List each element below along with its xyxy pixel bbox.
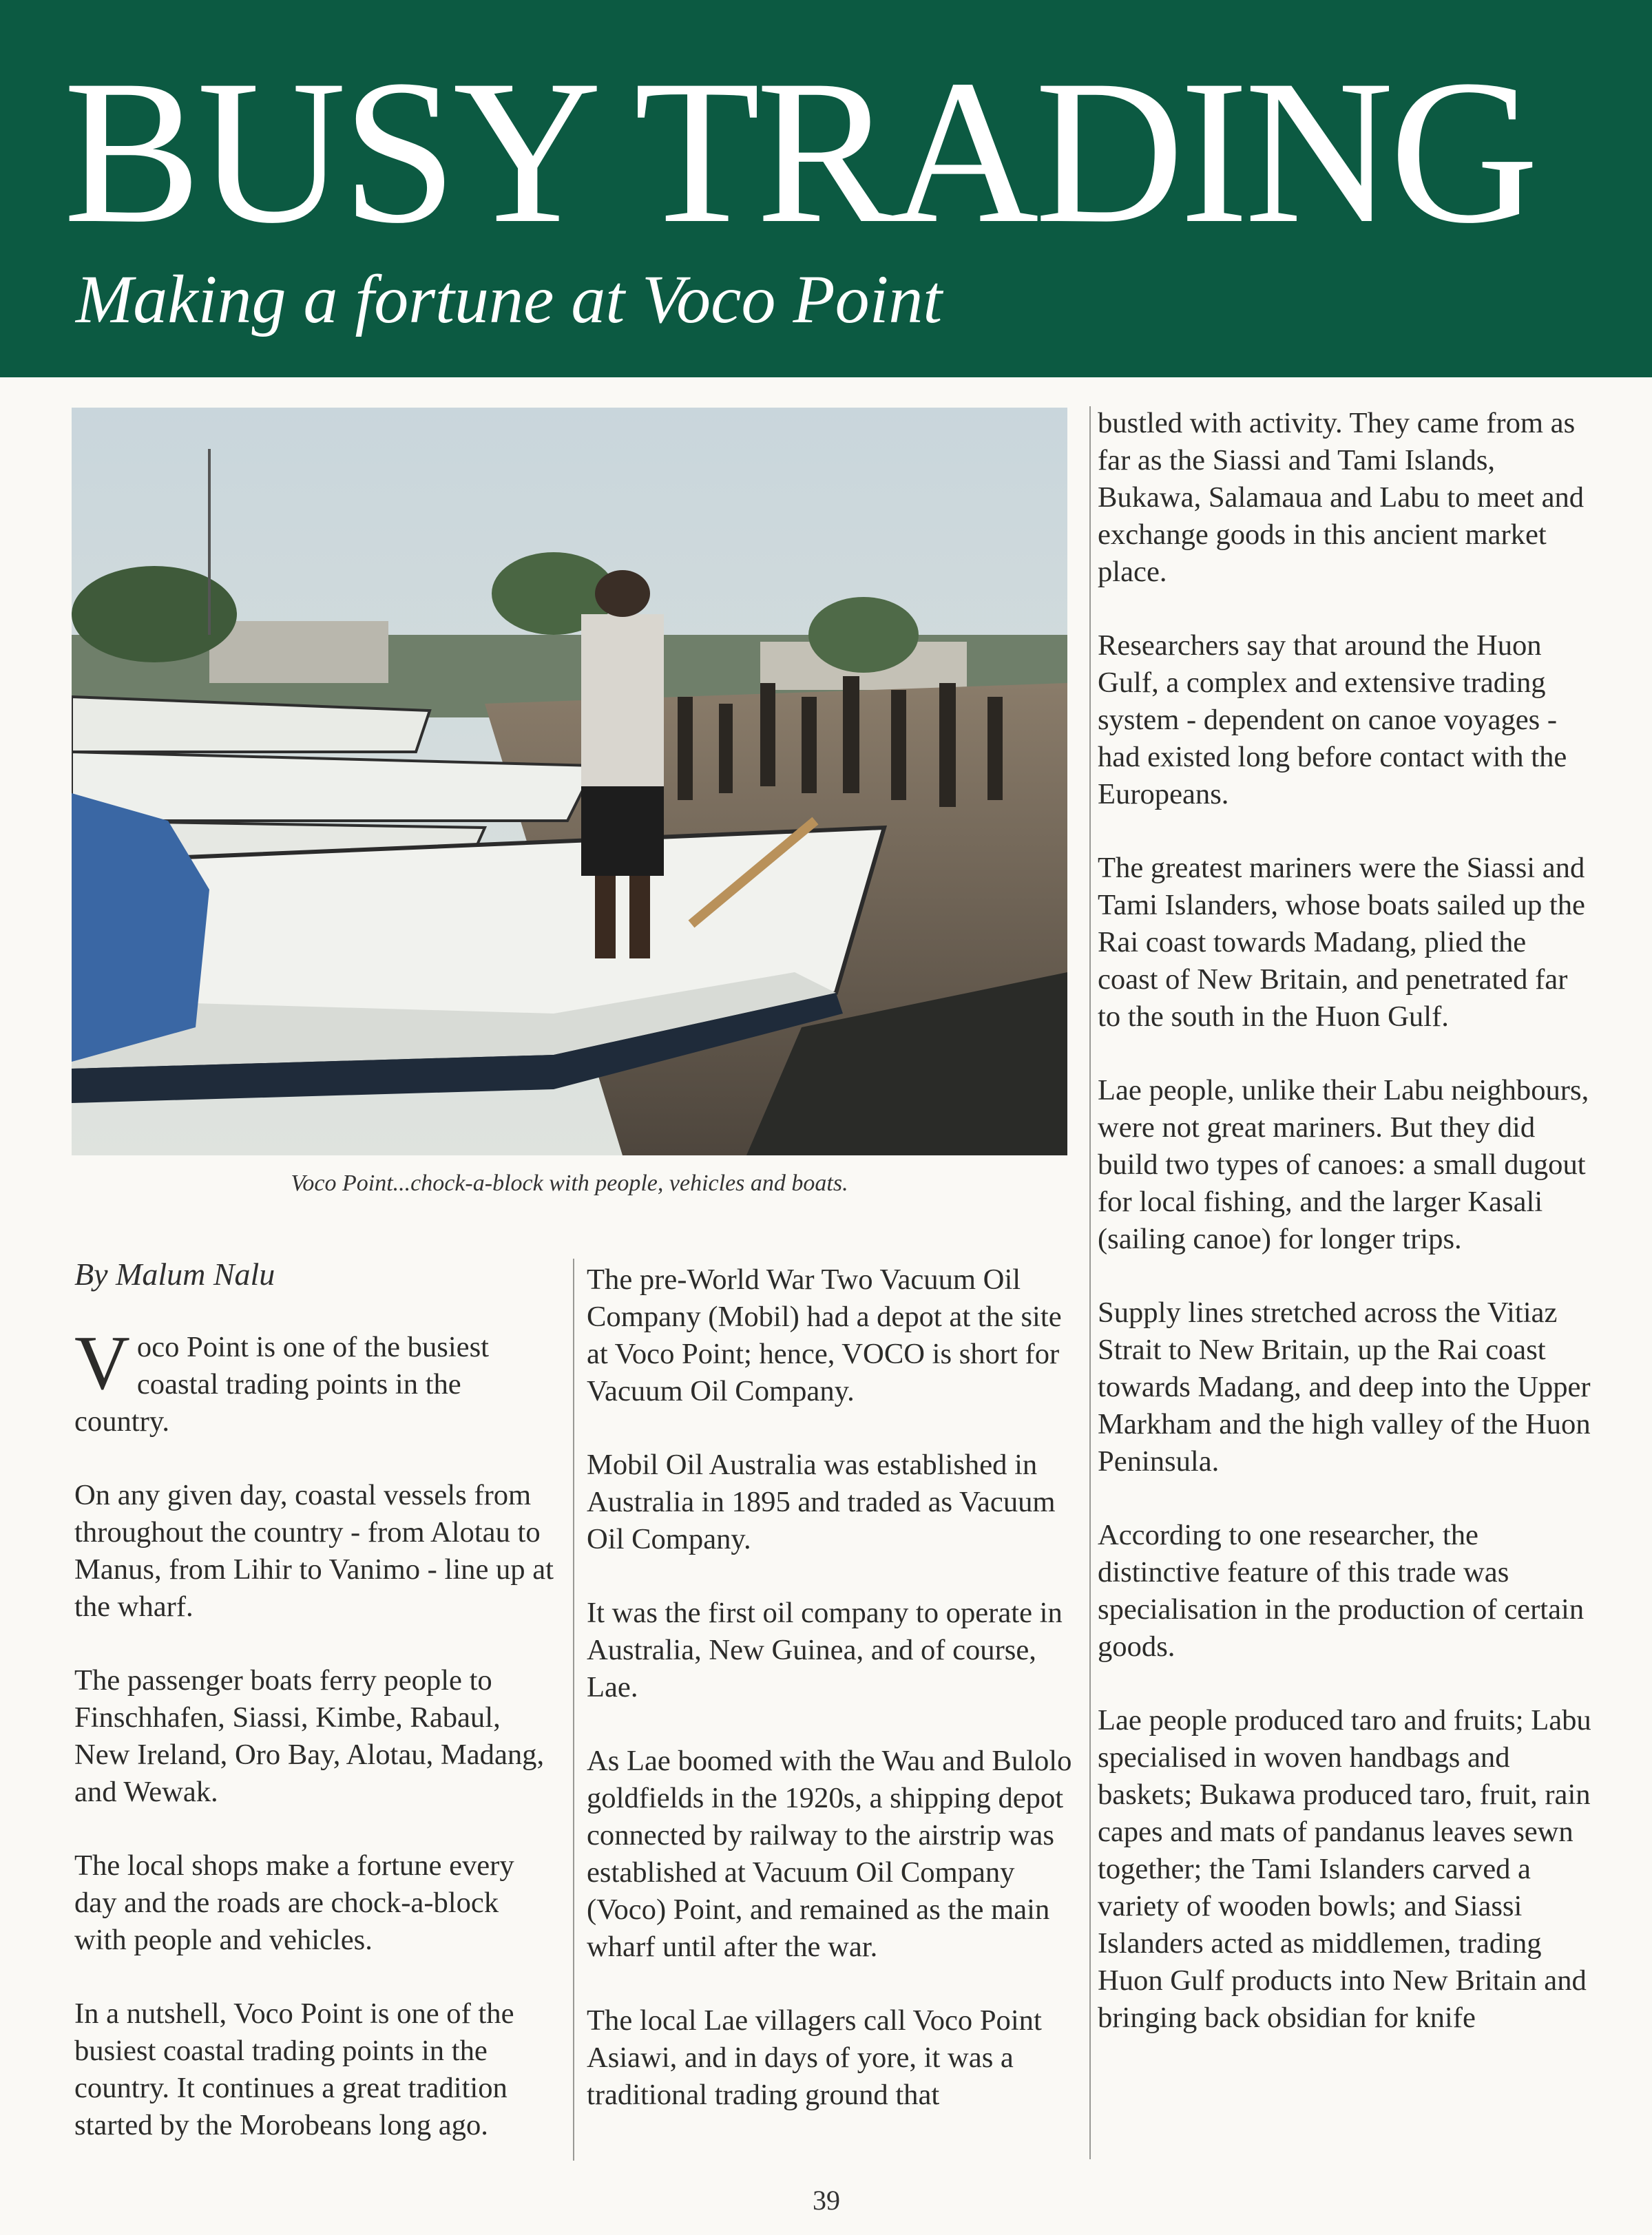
lead-paragraph: Voco Point is one of the busiest coastal trading points in the country. <box>74 1321 489 1438</box>
paragraph: As Lae boomed with the Wau and Bulolo goldfields in the 1920s, a shipping depot connected by railway to the airstrip was established at Vacuum Oil Company (Voco) Point, and remained as the main wharf until after the war. <box>587 1745 1072 1963</box>
paragraph: The local Lae villagers call Voco Point Asiawi, and in days of yore, it was a traditional trading ground that <box>587 2004 1042 2111</box>
paragraph: bustled with activity. They came from as far as the Siassi and Tami Islands, Bukawa, Salamaua and Labu to meet and exchange goods in this ancient market place. <box>1098 407 1585 588</box>
column-2 <box>587 1261 1083 2150</box>
drop-cap: V <box>74 1321 130 1406</box>
paragraph: On any given day, coastal vessels from throughout the country - from Alotau to Manus, from Lihir to Vanimo - line up at the wharf. <box>74 1479 554 1623</box>
paragraph: The pre-World War Two Vacuum Oil Company (Mobil) had a depot at the site at Voco Point; hence, VOCO is short for Vacuum Oil Company. <box>587 1263 1062 1407</box>
paragraph: Mobil Oil Australia was established in Australia in 1895 and traded as Vacuum Oil Company. <box>587 1449 1056 1555</box>
column-divider <box>1089 406 1091 2159</box>
paragraph: The passenger boats ferry people to Finschhafen, Siassi, Kimbe, Rabaul, New Ireland, Oro Bay, Alotau, Madang, and Wewak. <box>74 1664 545 1808</box>
subheadline: Making a fortune at Voco Point <box>76 261 943 337</box>
paragraph: According to one researcher, the distinctive feature of this trade was specialisation in the production of certain goods. <box>1098 1519 1585 1663</box>
headline: BUSY TRADING <box>63 37 1535 266</box>
paragraph: Researchers say that around the Huon Gulf, a complex and extensive trading system - dependent on canoe voyages - had existed long before contact with the Europeans. <box>1098 629 1567 810</box>
paragraph: Supply lines stretched across the Vitiaz Strait to New Britain, up the Rai coast towards Madang, and deep into the Upper Markham and the high valley of the Huon Peninsula. <box>1098 1297 1591 1478</box>
column-1 <box>74 1321 556 2181</box>
column-divider <box>573 1259 574 2161</box>
paragraph: Lae people produced taro and fruits; Labu specialised in woven handbags and baskets; Bukawa produced taro, fruit, rain capes and mats of pandanus leaves sewn together; the Tami Islanders carved a variety of wooden bowls; and Siassi Islanders acted as middlemen, trading Huon Gulf products into New Britain and bringing back obsidian for knife <box>1098 1704 1591 2034</box>
photo-caption: Voco Point...chock-a-block with people, vehicles and boats. <box>291 1171 848 1196</box>
title-banner <box>0 0 1652 377</box>
byline: By Malum Nalu <box>74 1257 275 1292</box>
paragraph: In a nutshell, Voco Point is one of the busiest coastal trading points in the country. It continues a great tradition started by the Morobeans long ago. <box>74 1997 514 2141</box>
column-3 <box>1098 405 1593 2073</box>
paragraph: Lae people, unlike their Labu neighbours, were not great mariners. But they did build two types of canoes: a small dugout for local fishing, and the larger Kasali (sailing canoe) for longer trips. <box>1098 1074 1589 1255</box>
page-number: 39 <box>813 2185 840 2216</box>
paragraph: The greatest mariners were the Siassi and Tami Islanders, whose boats sailed up the Rai coast towards Madang, plied the coast of New Britain, and penetrated far to the south in the Huon Gulf. <box>1098 852 1585 1033</box>
article-photo <box>72 408 1067 1155</box>
paragraph: It was the first oil company to operate in Australia, New Guinea, and of course, Lae. <box>587 1597 1063 1703</box>
boats-at-voco-point-illustration <box>72 408 1067 1155</box>
paragraph: The local shops make a fortune every day and the roads are chock-a-block with people and vehicles. <box>74 1849 514 1956</box>
